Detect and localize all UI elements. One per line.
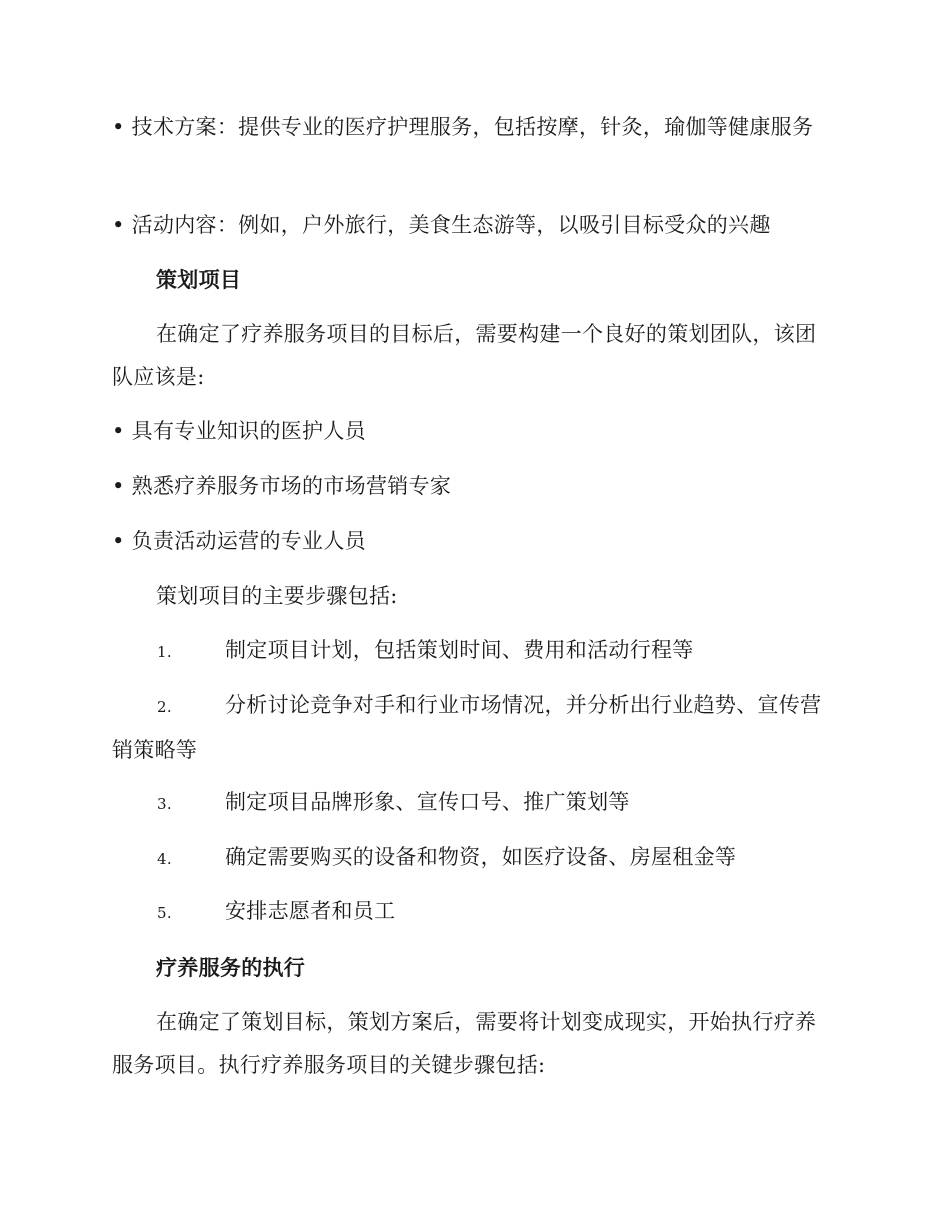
bullet-tech-plan: • 技术方案：提供专业的医疗护理服务，包括按摩，针灸，瑜伽等健康服务: [112, 115, 814, 139]
team-bullet-medical-staff: • 具有专业知识的医护人员: [112, 419, 366, 443]
list-item: [112, 781, 832, 826]
planning-intro-paragraph: 在确定了疗养服务项目的目标后，需要构建一个良好的策划团队，该团队应该是:: [112, 322, 817, 389]
team-bullet-marketing-expert: • 熟悉疗养服务市场的市场营销专家: [112, 474, 452, 498]
list-number: 4.: [157, 850, 172, 868]
list-text: 确定需要购买的设备和物资，如医疗设备、房屋租金等: [225, 845, 737, 869]
execution-intro-paragraph: 在确定了策划目标，策划方案后，需要将计划变成现实，开始执行疗养服务项目。执行疗养服务项目的关键步骤包括:: [112, 1010, 817, 1077]
list-number: 1.: [157, 643, 172, 661]
list-text: 安排志愿者和员工: [225, 899, 396, 923]
bullet-activity-content: • 活动内容：例如，户外旅行，美食生态游等，以吸引目标受众的兴趣: [112, 213, 771, 237]
section-heading-planning: 策划项目: [156, 267, 242, 292]
list-number: 5.: [157, 904, 172, 922]
list-item: [112, 890, 832, 935]
steps-intro-paragraph: 策划项目的主要步骤包括:: [156, 584, 398, 608]
team-bullet-operations-staff: • 负责活动运营的专业人员: [112, 529, 366, 553]
list-item: [112, 629, 832, 674]
list-text: 分析讨论竞争对手和行业市场情况，并分析出行业趋势、宣传营销策略等: [112, 693, 822, 762]
list-number: 3.: [157, 795, 172, 813]
list-item: [112, 836, 832, 881]
list-number: 2.: [157, 698, 172, 716]
list-text: 制定项目品牌形象、宣传口号、推广策划等: [225, 790, 630, 814]
section-heading-execution: 疗养服务的执行: [156, 955, 306, 980]
list-item: [112, 684, 832, 772]
list-text: 制定项目计划，包括策划时间、费用和活动行程等: [225, 638, 694, 662]
